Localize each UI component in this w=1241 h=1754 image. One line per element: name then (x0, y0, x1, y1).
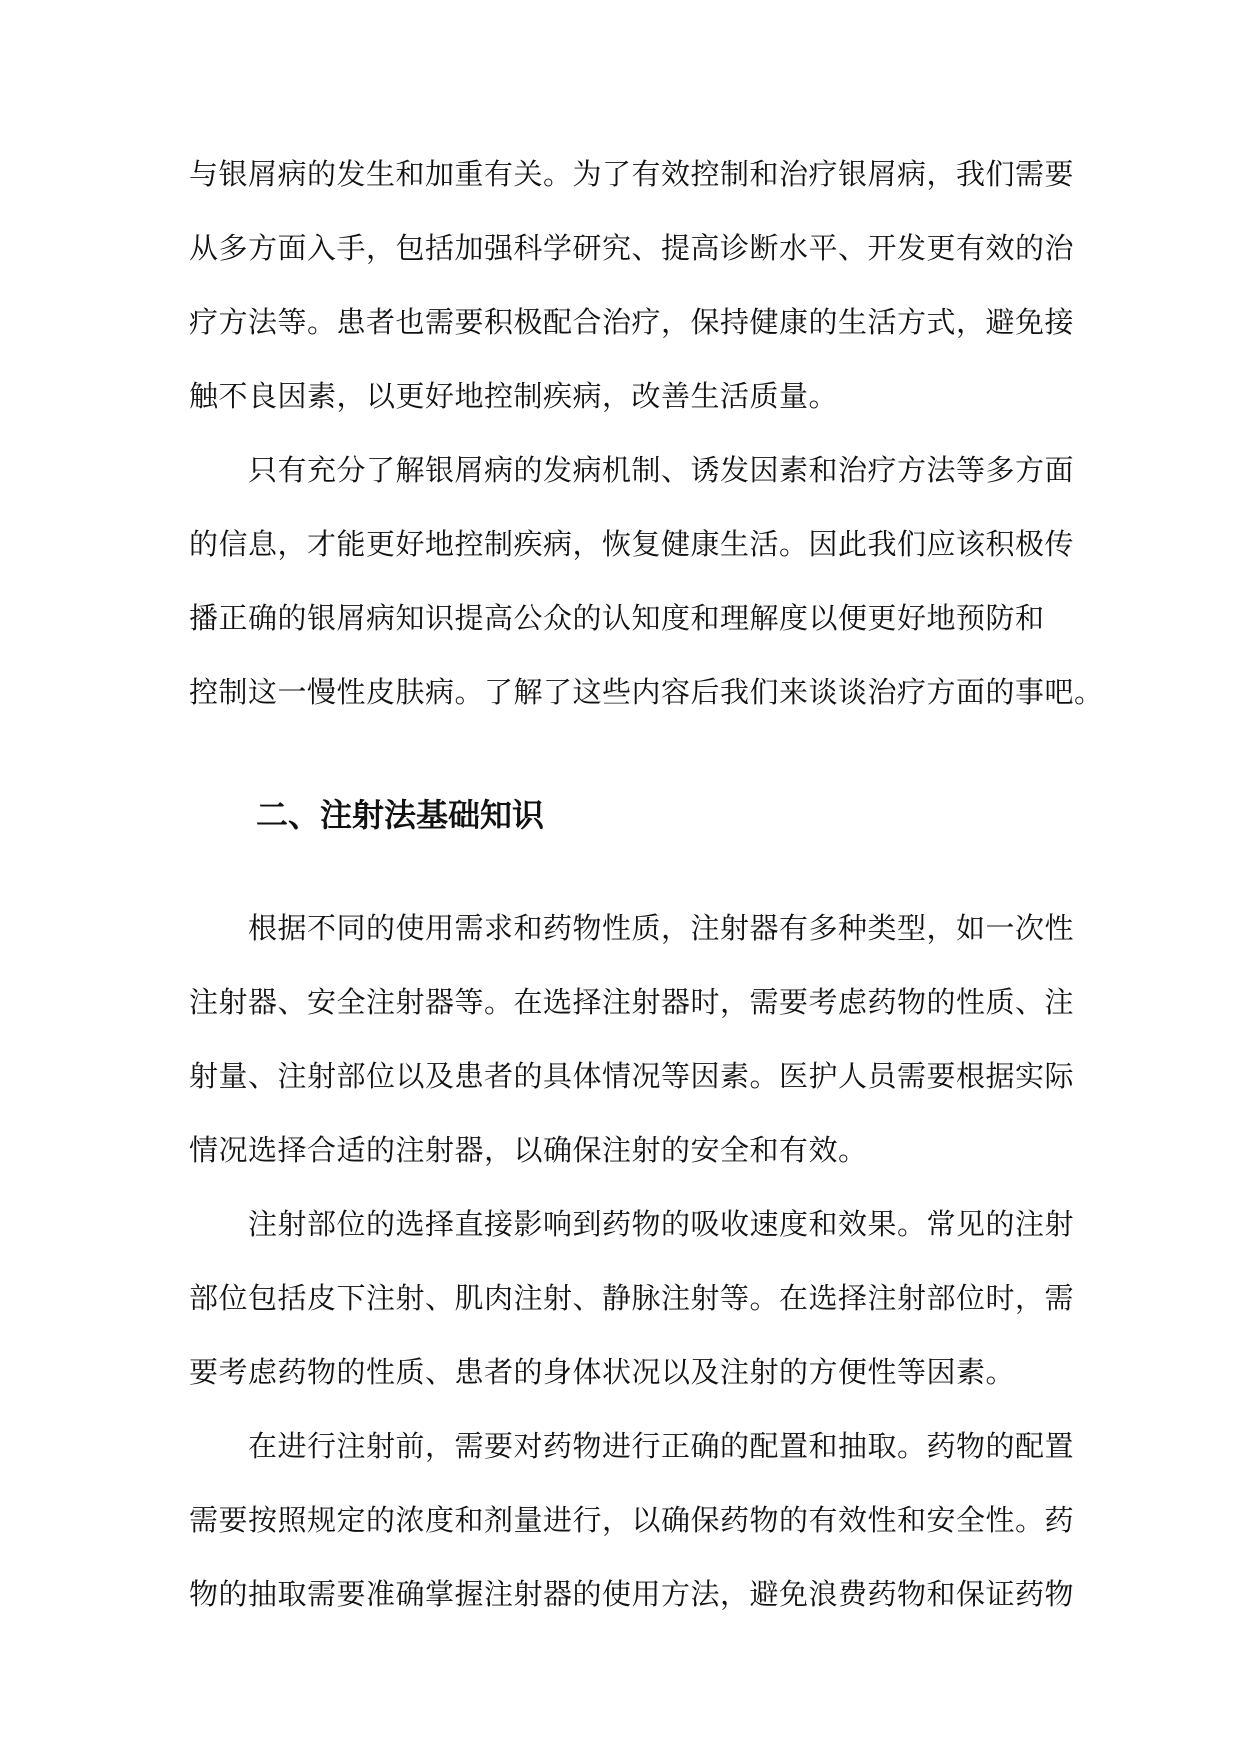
paragraph-2-line-2: 的信息，才能更好地控制疾病，恢复健康生活。因此我们应该积极传 (189, 527, 1075, 561)
section-paragraph-3-line-1: 在进行注射前，需要对药物进行正确的配置和抽取。药物的配置 (248, 1429, 1075, 1463)
section-paragraph-1-line-3: 射量、注射部位以及患者的具体情况等因素。医护人员需要根据实际 (189, 1059, 1075, 1093)
section-paragraph-2-line-1: 注射部位的选择直接影响到药物的吸收速度和效果。常见的注射 (248, 1207, 1075, 1241)
section-paragraph-1-line-2: 注射器、安全注射器等。在选择注射器时，需要考虑药物的性质、注 (189, 985, 1075, 1019)
section-paragraph-2-line-2: 部位包括皮下注射、肌肉注射、静脉注射等。在选择注射部位时，需 (189, 1281, 1075, 1315)
paragraph-1-line-3: 疗方法等。患者也需要积极配合治疗，保持健康的生活方式，避免接 (189, 305, 1075, 339)
paragraph-2-line-1: 只有充分了解银屑病的发病机制、诱发因素和治疗方法等多方面 (248, 453, 1075, 487)
paragraph-2-line-4: 控制这一慢性皮肤病。了解了这些内容后我们来谈谈治疗方面的事吧。 (189, 675, 1104, 709)
section-paragraph-1-line-4: 情况选择合适的注射器，以确保注射的安全和有效。 (189, 1133, 868, 1167)
paragraph-1-line-1: 与银屑病的发生和加重有关。为了有效控制和治疗银屑病，我们需要 (189, 157, 1075, 191)
section-paragraph-3-line-3: 物的抽取需要准确掌握注射器的使用方法，避免浪费药物和保证药物 (189, 1577, 1075, 1611)
section-paragraph-1-line-1: 根据不同的使用需求和药物性质，注射器有多种类型，如一次性 (248, 911, 1075, 945)
section-heading: 二、注射法基础知识 (256, 796, 545, 834)
paragraph-1-line-4: 触不良因素，以更好地控制疾病，改善生活质量。 (189, 379, 839, 413)
paragraph-2-line-3: 播正确的银屑病知识提高公众的认知度和理解度以便更好地预防和 (189, 601, 1045, 635)
section-paragraph-2-line-3: 要考虑药物的性质、患者的身体状况以及注射的方便性等因素。 (189, 1355, 1016, 1389)
paragraph-1-line-2: 从多方面入手，包括加强科学研究、提高诊断水平、开发更有效的治 (189, 231, 1075, 265)
section-paragraph-3-line-2: 需要按照规定的浓度和剂量进行，以确保药物的有效性和安全性。药 (189, 1503, 1075, 1537)
